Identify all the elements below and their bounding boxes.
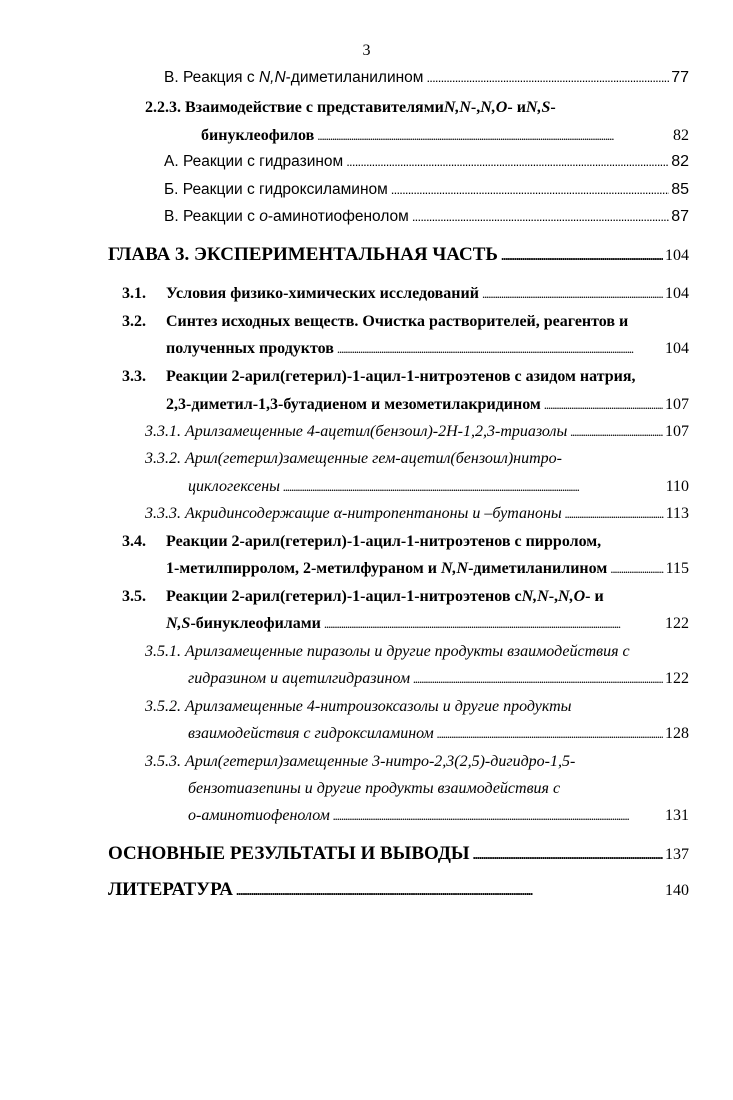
toc-entry-heading: 3.5.1. Арилзамещенные пиразолы и другие продукты взаимодействия с xyxy=(145,643,630,660)
dot-leader xyxy=(610,559,663,579)
toc-entry[interactable] xyxy=(188,477,689,497)
toc-entry-heading: 3.5.3. Арил(гетерил)замещенные 3-нитро-2,3(2,5)-дигидро-1,5- xyxy=(145,753,576,770)
toc-entry[interactable] xyxy=(166,559,689,579)
dot-leader xyxy=(482,284,663,304)
toc-page-number: 107 xyxy=(665,423,689,440)
toc-page-number: 104 xyxy=(665,285,689,302)
toc-page-number: 131 xyxy=(665,807,689,824)
toc-entry-title: взаимодействия с гидроксиламином xyxy=(188,725,434,742)
dot-leader xyxy=(437,724,663,744)
toc-chapter[interactable] xyxy=(108,245,689,266)
toc-entry[interactable] xyxy=(145,422,689,442)
dot-leader xyxy=(426,68,669,88)
toc-page-number: 77 xyxy=(671,69,689,86)
toc-entry-title: N,S-бинуклеофилами xyxy=(166,615,321,632)
toc-page-number: 128 xyxy=(665,725,689,742)
toc-entry-title: циклогексены xyxy=(188,478,280,495)
toc-entry[interactable] xyxy=(188,806,689,826)
toc-entry-title: бинуклеофилов xyxy=(201,127,315,144)
toc-entry-title: В. Реакция с N,N-диметиланилином xyxy=(164,69,424,86)
dot-leader xyxy=(473,845,663,865)
toc-page-number: 140 xyxy=(665,882,689,899)
dot-leader xyxy=(412,207,669,227)
dot-leader xyxy=(565,504,664,524)
toc-page-number: 113 xyxy=(665,505,689,522)
toc-entry-title: о-аминотиофенолом xyxy=(188,807,330,824)
toc-page-number: 85 xyxy=(671,181,689,198)
toc-page-number: 122 xyxy=(665,670,689,687)
toc-chapter-title: ЛИТЕРАТУРА xyxy=(108,879,234,900)
toc-page-number: 110 xyxy=(665,478,689,495)
toc-page-number: 82 xyxy=(673,127,689,144)
dot-leader xyxy=(501,246,663,266)
dot-leader xyxy=(317,126,671,146)
dot-leader xyxy=(544,395,663,415)
dot-leader xyxy=(391,180,669,200)
toc-entry[interactable] xyxy=(122,284,689,304)
toc-entry-heading: 3.4. Реакции 2-арил(гетерил)-1-ацил-1-нитроэтенов с пирролом, xyxy=(122,533,602,550)
toc-entry-heading: бензотиазепины и другие продукты взаимодействия с xyxy=(188,780,561,797)
dot-leader xyxy=(570,422,663,442)
toc-page-number: 122 xyxy=(665,615,689,632)
toc-entry-title: Б. Реакции с гидроксиламином xyxy=(164,181,388,198)
toc-chapter-title: ГЛАВА 3. ЭКСПЕРИМЕНТАЛЬНАЯ ЧАСТЬ xyxy=(108,244,498,265)
toc-entry-title: 3.3.1. Арилзамещенные 4-ацетил(бензоил)-2H-1,2,3-триазолы xyxy=(145,423,568,440)
toc-entry-heading: 3.2. Синтез исходных веществ. Очистка растворителей, реагентов и xyxy=(122,313,629,330)
toc-entry-heading: 3.5.2. Арилзамещенные 4-нитроизоксазолы и другие продукты xyxy=(145,698,572,715)
toc-entry[interactable] xyxy=(164,207,689,227)
toc-entry[interactable] xyxy=(164,68,689,88)
toc-page-number: 104 xyxy=(665,340,689,357)
toc-entry[interactable] xyxy=(188,669,689,689)
toc-entry[interactable] xyxy=(201,126,689,146)
toc-entry[interactable] xyxy=(145,504,689,524)
dot-leader xyxy=(333,806,663,826)
page-number: 3 xyxy=(362,42,371,59)
toc-chapter[interactable] xyxy=(108,880,689,901)
toc-entry[interactable] xyxy=(166,339,689,359)
dot-leader xyxy=(337,339,663,359)
toc-chapter-title: ОСНОВНЫЕ РЕЗУЛЬТАТЫ И ВЫВОДЫ xyxy=(108,843,470,864)
toc-entry-heading: 3.3.2. Арил(гетерил)замещенные гем-ацетил(бензоил)нитро- xyxy=(145,450,562,467)
toc-entry-title: В. Реакции с о-аминотиофенолом xyxy=(164,208,409,225)
toc-entry-title: полученных продуктов xyxy=(166,340,334,357)
toc-entry[interactable] xyxy=(166,614,689,634)
toc-entry[interactable] xyxy=(188,724,689,744)
toc-entry-title: гидразином и ацетилгидразином xyxy=(188,670,411,687)
dot-leader xyxy=(283,477,664,497)
dot-leader xyxy=(413,669,663,689)
toc-page-number: 82 xyxy=(671,153,689,170)
dot-leader xyxy=(346,152,669,172)
toc-entry-title: 3.1. Условия физико-химических исследований xyxy=(122,285,479,302)
toc-entry-heading: 3.5. Реакции 2-арил(гетерил)-1-ацил-1-нитроэтенов с N,N -, N,O - и xyxy=(122,588,604,605)
toc-chapter[interactable] xyxy=(108,844,689,865)
toc-page-number: 115 xyxy=(665,560,689,577)
toc-entry[interactable] xyxy=(166,395,689,415)
toc-entry-title: А. Реакции с гидразином xyxy=(164,153,344,170)
toc-entry-heading: 2.2.3. Взаимодействие с представителями N,N -, N,O - и N,S - xyxy=(145,99,556,116)
toc-entry[interactable] xyxy=(164,152,689,172)
toc-page-number: 87 xyxy=(671,208,689,225)
dot-leader xyxy=(324,614,663,634)
toc-entry-title: 3.3.3. Акридинсодержащие α-нитропентаноны и –бутаноны xyxy=(145,505,562,522)
toc-page-number: 104 xyxy=(665,247,689,264)
toc-entry-title: 2,3-диметил-1,3-бутадиеном и мезометилакридином xyxy=(166,396,541,413)
toc-page-number: 137 xyxy=(665,846,689,863)
dot-leader xyxy=(236,881,663,901)
toc-page-number: 107 xyxy=(665,396,689,413)
toc-entry-title: 1-метилпирролом, 2-метилфураном и N,N-диметиланилином xyxy=(166,560,608,577)
toc-entry[interactable] xyxy=(164,180,689,200)
toc-entry-heading: 3.3. Реакции 2-арил(гетерил)-1-ацил-1-нитроэтенов с азидом натрия, xyxy=(122,368,636,385)
